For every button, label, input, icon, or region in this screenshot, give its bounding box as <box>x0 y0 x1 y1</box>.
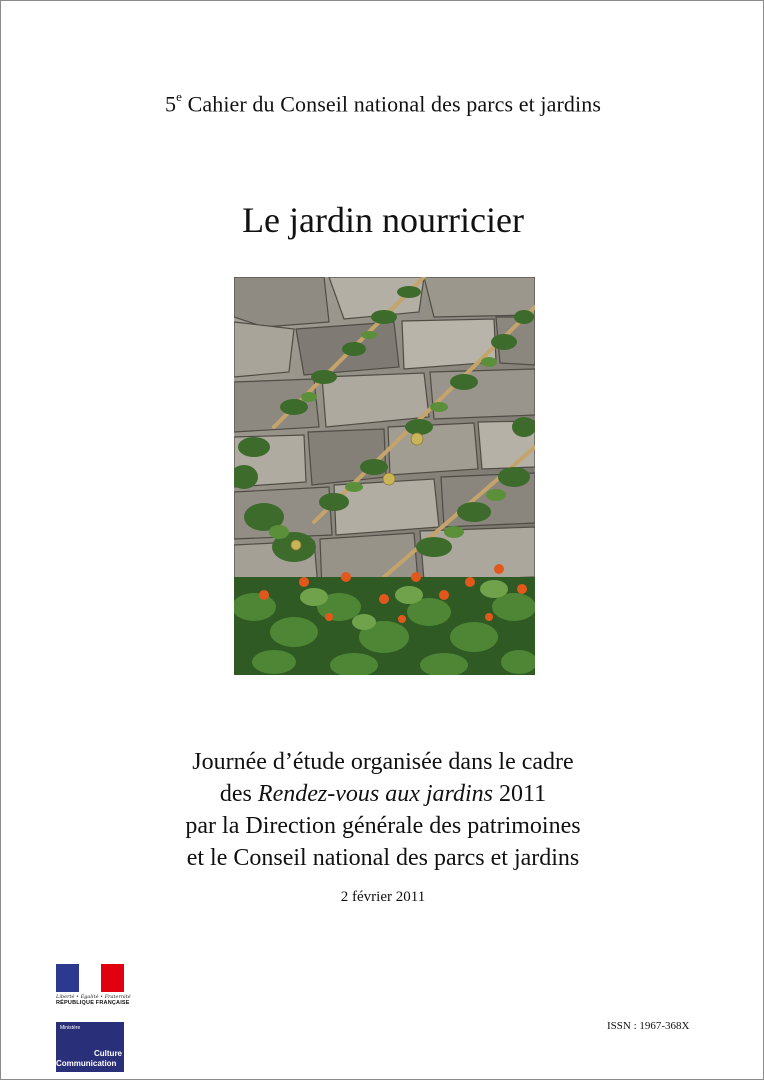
tricolor-flag-icon <box>56 964 124 992</box>
republic-motto: Liberté • Égalité • Fraternité <box>56 994 131 1000</box>
series-title <box>1 91 764 117</box>
issn-number: ISSN : 1967-368X <box>607 1020 690 1032</box>
ministry-word-culture: Culture <box>94 1049 122 1058</box>
subtitle-event-name: Rendez-vous aux jardins <box>257 781 493 807</box>
ministry-word-communication: Communication <box>56 1059 117 1068</box>
subtitle-line-2-pre: des <box>219 781 258 807</box>
cover-photo <box>234 277 535 675</box>
event-date: 2 février 2011 <box>340 889 426 905</box>
ministry-label: Ministère <box>60 1025 81 1031</box>
series-number: 5 <box>164 91 177 117</box>
ministry-culture-logo <box>56 1022 124 1072</box>
republic-name: RÉPUBLIQUE FRANÇAISE <box>56 1000 130 1006</box>
series-number-suffix: e <box>176 89 182 104</box>
subtitle-line-3: par la Direction générale des patrimoines <box>185 813 581 839</box>
republique-francaise-logo <box>56 964 131 1014</box>
subtitle-line-1: Journée d’étude organisée dans le cadre <box>192 749 574 775</box>
subtitle-line-2 <box>1 778 764 810</box>
subtitle-line-2-post: 2011 <box>492 781 547 807</box>
espalier-photo-icon <box>234 277 535 675</box>
main-title: Le jardin nourricier <box>242 200 524 240</box>
series-title-text: Cahier du Conseil national des parcs et jardins <box>187 91 602 117</box>
subtitle-line-4: et le Conseil national des parcs et jardins <box>186 845 580 871</box>
subtitle-block <box>1 746 764 874</box>
